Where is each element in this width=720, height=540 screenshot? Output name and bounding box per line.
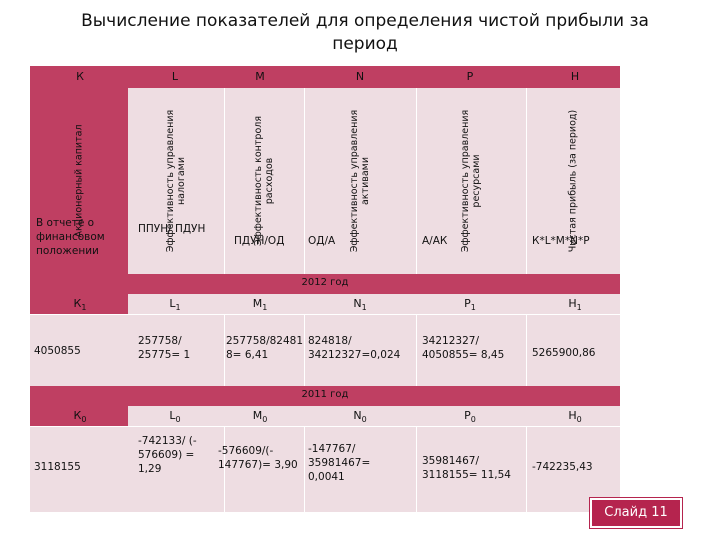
divider [416,88,417,274]
divider [526,314,527,386]
value-m1: 257758/82481 8= 6,41 [226,335,304,361]
year-2011-label: 2011 год [301,389,349,400]
source-k-text1: В отчете о [36,217,95,229]
label-l0: $L_0$ [169,409,181,425]
header-letter-m: M [255,70,265,83]
divider [304,314,305,386]
header-text-m: Эффективность контроля расходов [253,115,275,247]
source-k-text2: финансовом положении [36,231,105,257]
label-l1: $L_1$ [169,297,181,313]
source-h: К*L*M*N*P [532,235,590,247]
divider [30,426,620,427]
year-2012-label: 2012 год [301,277,349,288]
header-letter-h: Н [570,70,580,83]
year-2011-band [30,386,620,406]
divider [416,314,417,386]
header-letter-k: К [76,70,84,83]
divider [224,88,225,274]
source-n: ОД/А [308,235,336,247]
label-k0: $К_0$ [73,409,87,425]
value-k1: 4050855 [34,345,81,357]
header-text-h: Чистая прибыль (за период) [567,109,579,253]
divider [224,314,225,386]
source-k-line1 [36,216,124,230]
label-n1: $N_1$ [353,297,367,313]
slide-number-badge: Слайд 11 [590,498,682,528]
value-p1: 34212327/ 4050855= 8,45 [422,335,505,361]
value-h1: 5265900,86 [532,347,596,359]
label-h0: $Н_0$ [568,409,582,425]
value-n0: -147767/ 35981467= 0,0041 [308,443,371,483]
label-h1: $Н_1$ [568,297,582,313]
divider [30,314,620,315]
source-m: ПДУН/ОД [234,235,285,247]
header-letter-l: L [171,70,179,83]
header-letter-n: N [355,70,365,83]
year-2012-labels [30,294,620,314]
value-m0: -576609/(- 147767)= 3,90 [218,445,298,471]
year-2011-labels [30,406,620,426]
divider [304,88,305,274]
divider [304,426,305,512]
header-text-l: Эффективность управления налогами [165,109,187,253]
label-m0: $М_0$ [252,409,268,425]
header-text-k: Акционерный капитал [73,124,85,238]
source-k [36,216,124,258]
divider [526,426,527,512]
source-p: А/АК [422,235,448,247]
label-n0: $N_0$ [353,409,367,425]
label-m1: $М_1$ [252,297,268,313]
value-n1: 824818/ 34212327=0,024 [308,335,401,361]
label-p1: $Р_1$ [464,297,476,313]
header-letters-row [30,66,620,88]
indicator-table [30,66,620,512]
source-l: ППУН/ ПДУН [138,223,206,235]
label-k1: $К_1$ [73,297,87,313]
header-text-p: Эффективность управления ресурсами [460,109,482,253]
label-p0: $Р_0$ [464,409,476,425]
divider [416,426,417,512]
divider [526,88,527,274]
page-title: Вычисление показателей для определения чистой прибыли за период [81,11,649,54]
header-cell-l [128,88,224,274]
value-h0: -742235,43 [532,461,593,473]
value-k0: 3118155 [34,461,81,473]
header-text-n: Эффективность управления активами [349,109,371,253]
value-l0: -742133/ (- 576609) = 1,29 [138,435,197,475]
year-2012-band [30,274,620,294]
header-letter-p: P [466,70,474,83]
value-p0: 35981467/ 3118155= 11,54 [422,455,511,481]
value-l1: 257758/ 25775= 1 [138,335,191,361]
